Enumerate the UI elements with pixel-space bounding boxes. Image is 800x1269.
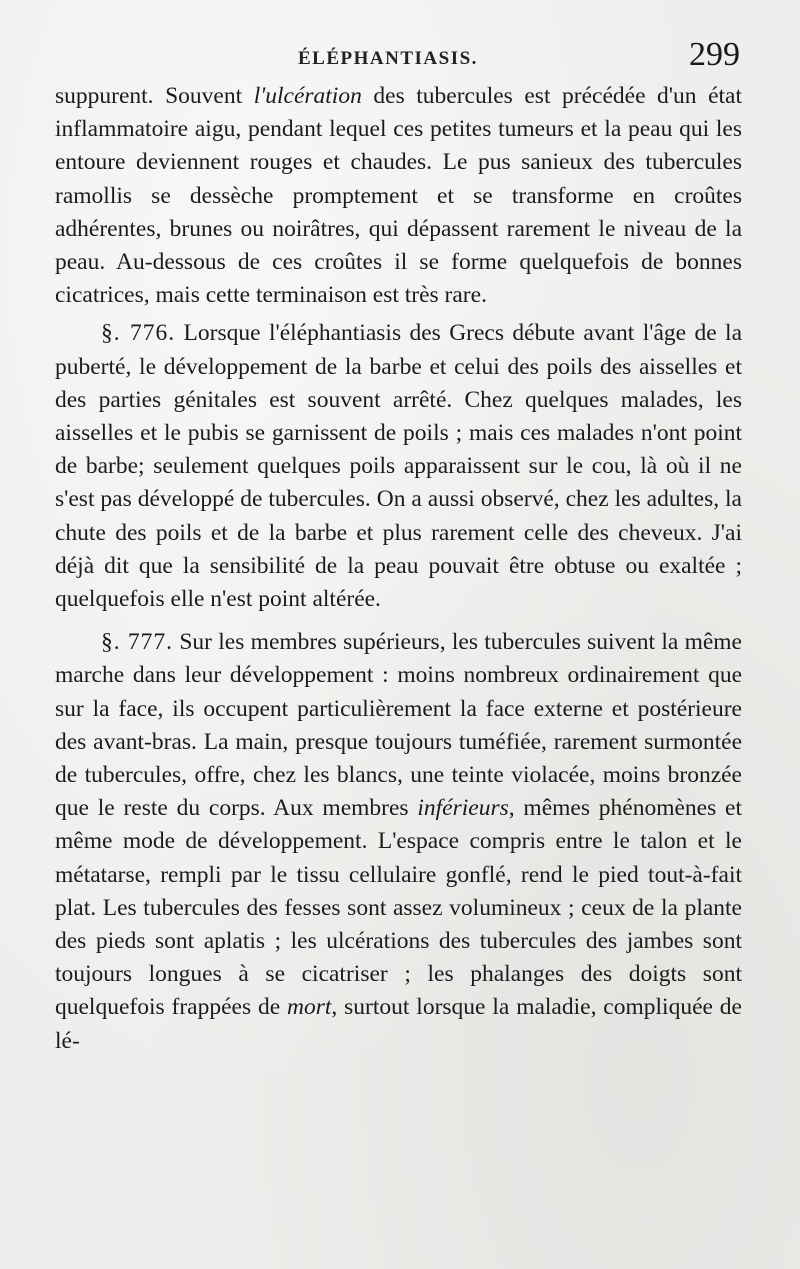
text-run: , mêmes phénomènes et même mode de développement. L'espace compris entre le talon et le métatarse, rempli par le tissu cellulaire gonflé, rend le pied tout-à-fait plat. Les tubercules des fesses sont assez volumineux ; ceux de la plante des pieds sont aplatis ; les ulcérations des tubercules des jambes sont toujours longues à se cicatriser ; les phalanges des doigts sont quelquefois frappées de bbox=[55, 795, 742, 1021]
section-number: §. 777. bbox=[101, 629, 174, 656]
section-number: §. 776. bbox=[101, 320, 176, 347]
paragraph-section-777 bbox=[55, 626, 742, 1058]
text-run: des tubercules est précédée d'un état inflammatoire aigu, pendant lequel ces petites tumeurs et la peau qui les entoure deviennent rouges et chaudes. Le pus sanieux des tubercules ramollis se dessèche promptement et se transforme en croûtes adhérentes, brunes ou noirâtres, qui dépassent rarement le niveau de la peau. Au-dessous de ces croûtes il se forme quelquefois de bonnes cicatrices, mais cette terminaison est très rare. bbox=[55, 83, 742, 309]
text-run: Sur les membres supérieurs, les tubercules suivent la même marche dans leur développement : moins nombreux ordinairement que sur la face, ils occupent particulièrement la face externe et postérieure des avant-bras. La main, presque toujours tuméfiée, rarement surmontée de tubercules, offre, chez les blancs, une teinte violacée, moins bronzée que le reste du corps. Aux membres bbox=[55, 629, 742, 822]
text-run: Lorsque l'éléphantiasis des Grecs débute avant l'âge de la puberté, le développement de la barbe et celui des poils des aisselles et des parties génitales est souvent arrêté. Chez quelques malades, les aisselles et le pubis se garnissent de poils ; mais ces malades n'ont point de barbe; seulement quelques poils apparaissent sur le cou, là où il ne s'est pas développé de tubercules. On a aussi observé, chez les adultes, la chute des poils et de la barbe et plus rarement celle des cheveux. J'ai déjà dit que la sensibilité de la peau pouvait être obtuse ou exaltée ; quelquefois elle n'est point altérée. bbox=[55, 320, 743, 613]
italic-term: mort bbox=[287, 994, 332, 1021]
body-text bbox=[55, 80, 742, 1058]
paragraph-section-776 bbox=[55, 317, 742, 616]
italic-term: l'ulcération bbox=[253, 83, 362, 109]
paragraph-continuation bbox=[55, 80, 742, 312]
page-number: 299 bbox=[689, 36, 740, 73]
italic-term: inférieurs bbox=[417, 795, 509, 822]
running-head: ÉLÉPHANTIASIS. bbox=[298, 48, 478, 69]
text-run: suppurent. Souvent bbox=[55, 83, 254, 109]
page-header bbox=[60, 36, 740, 82]
text-run: , surtout lorsque la maladie, compliquée de lé- bbox=[55, 994, 742, 1054]
